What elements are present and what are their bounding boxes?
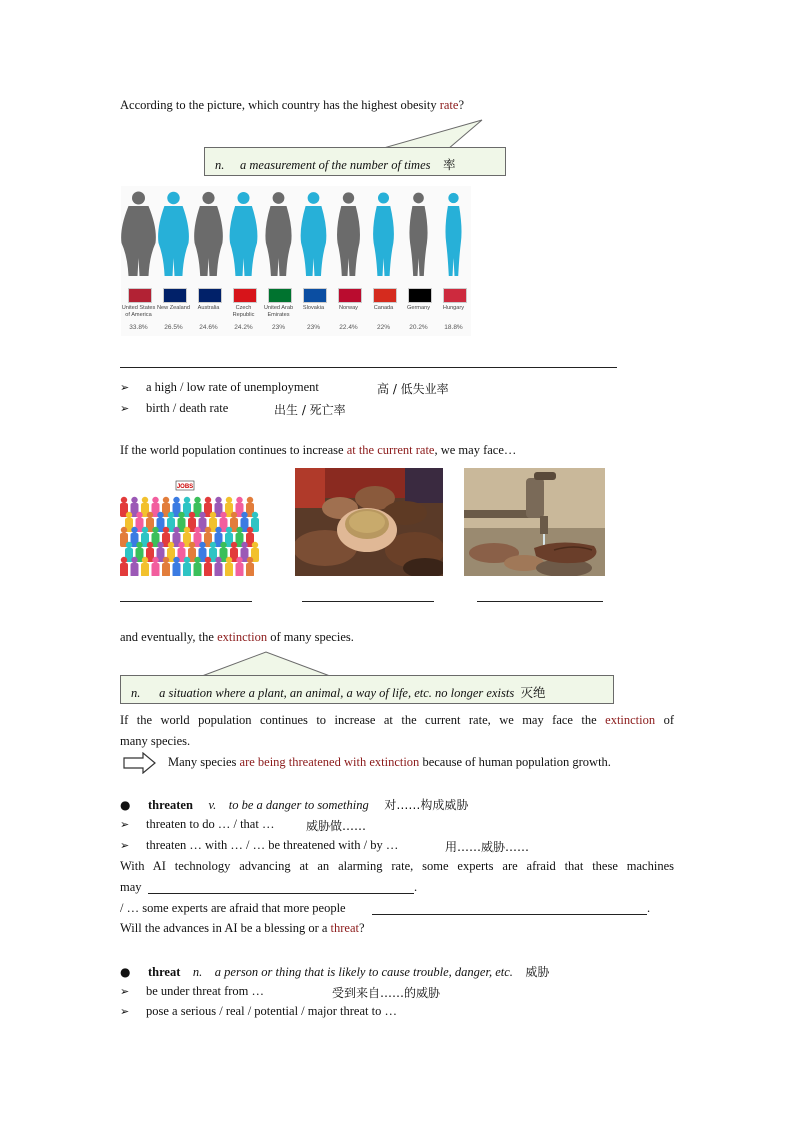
obesity-rate-value: 18.8%	[444, 324, 463, 331]
answer-line[interactable]	[148, 893, 414, 894]
body-silhouette-icon	[121, 188, 156, 280]
question-population: If the world population continues to increase at the current rate, we may face…	[120, 443, 517, 457]
body-silhouette-icon	[436, 188, 471, 280]
country-name: Canada	[373, 305, 394, 311]
rewrite-sentence: Many species are being threatened with extinction because of human population growth.	[168, 755, 611, 769]
paragraph-line: If the world population continues to increase at the current rate, we may face the extinction of	[120, 713, 674, 727]
body-silhouette-icon	[401, 188, 436, 280]
definition-callout-rate: n. a measurement of the number of times 率	[204, 147, 506, 176]
vocab-threaten: ● threaten v. to be a danger to something 对……构成威胁	[120, 798, 469, 812]
question-obesity: According to the picture, which country has the highest obesity rate?	[120, 98, 465, 112]
definition-callout-extinction: n. a situation where a plant, an animal, a way of life, etc. no longer exists 灭绝	[120, 675, 614, 704]
obesity-rate-value: 22.4%	[339, 324, 358, 331]
country-name: Czech Republic	[232, 305, 255, 318]
paragraph-line: many species.	[120, 734, 191, 748]
water-tap-photo	[464, 468, 605, 576]
vocab-threat: ● threat n. a person or thing that is likely to cause trouble, danger, etc. 威胁	[120, 965, 550, 979]
ai-sentence-blank-line: may	[120, 880, 142, 894]
country-flag-icon	[268, 288, 292, 303]
obesity-rate-value: 33.8%	[129, 324, 148, 331]
country-column	[121, 186, 156, 336]
extinction-sentence: and eventually, the extinction of many species.	[120, 630, 354, 644]
country-column	[401, 186, 436, 336]
country-column	[156, 186, 191, 336]
body-silhouette-icon	[226, 188, 261, 280]
obesity-rate-value: 24.2%	[234, 324, 253, 331]
answer-line	[120, 367, 617, 368]
obesity-rate-value: 23%	[271, 324, 285, 331]
country-column	[226, 186, 261, 336]
callout-pointer	[196, 651, 336, 677]
list-item: ➢ threaten to do … / that … 威胁做……	[120, 817, 367, 833]
list-item: ➢ threaten … with … / … be threatened with / by … 用……威胁……	[120, 838, 530, 854]
country-flag-icon	[303, 288, 327, 303]
country-column	[261, 186, 296, 336]
country-name: United Arab Emirates	[263, 305, 294, 318]
answer-line	[302, 601, 434, 602]
country-column	[331, 186, 366, 336]
obesity-rate-value: 20.2%	[409, 324, 428, 331]
answer-line	[477, 601, 603, 602]
jobs-sign: JOBS	[176, 484, 194, 490]
body-silhouette-icon	[331, 188, 366, 280]
country-name: New Zealand	[157, 305, 190, 311]
callout-pointer	[370, 118, 490, 150]
body-silhouette-icon	[366, 188, 401, 280]
country-name: Norway	[339, 305, 358, 311]
country-flag-icon	[408, 288, 432, 303]
obesity-rate-value: 23%	[306, 324, 320, 331]
body-silhouette-icon	[191, 188, 226, 280]
country-name: United States of America	[121, 305, 156, 318]
keyword-rate: rate	[439, 98, 459, 112]
obesity-rate-value: 22%	[376, 324, 390, 331]
bullet-icon: ●	[120, 798, 131, 812]
country-name: Slovakia	[302, 305, 325, 311]
list-item: ➢ be under threat from … 受到来自……的威胁	[120, 984, 441, 1000]
country-flag-icon	[198, 288, 222, 303]
answer-line[interactable]	[372, 914, 647, 915]
hands-grain-photo	[295, 468, 443, 576]
body-silhouette-icon	[261, 188, 296, 280]
obesity-rate-value: 24.6%	[199, 324, 218, 331]
ai-rewrite-line: / … some experts are afraid that more people	[120, 901, 346, 915]
obesity-infographic	[121, 186, 471, 336]
country-flag-icon	[338, 288, 362, 303]
list-item: ➢ birth / death rate 出生 / 死亡率	[120, 401, 346, 417]
country-flag-icon	[163, 288, 187, 303]
country-flag-icon	[128, 288, 152, 303]
list-item: ➢ pose a serious / real / potential / major threat to …	[120, 1004, 397, 1018]
country-flag-icon	[443, 288, 467, 303]
country-column	[296, 186, 331, 336]
country-column	[366, 186, 401, 336]
answer-line	[120, 601, 252, 602]
country-column	[191, 186, 226, 336]
obesity-rate-value: 26.5%	[164, 324, 183, 331]
country-flag-icon	[233, 288, 257, 303]
ai-question: Will the advances in AI be a blessing or a threat?	[120, 921, 365, 935]
country-name: Germany	[406, 305, 430, 311]
country-column	[436, 186, 471, 336]
country-name: Hungary	[442, 305, 465, 311]
crowd-jobs-photo	[120, 478, 260, 576]
country-name: Australia	[197, 305, 220, 311]
ai-sentence: With AI technology advancing at an alarming rate, some experts are afraid that these machines	[120, 859, 674, 873]
body-silhouette-icon	[156, 188, 191, 280]
right-arrow-icon	[123, 752, 157, 774]
body-silhouette-icon	[296, 188, 331, 280]
bullet-icon: ●	[120, 965, 131, 979]
country-flag-icon	[373, 288, 397, 303]
list-item: ➢ a high / low rate of unemployment 高 / 低失业率	[120, 380, 449, 396]
